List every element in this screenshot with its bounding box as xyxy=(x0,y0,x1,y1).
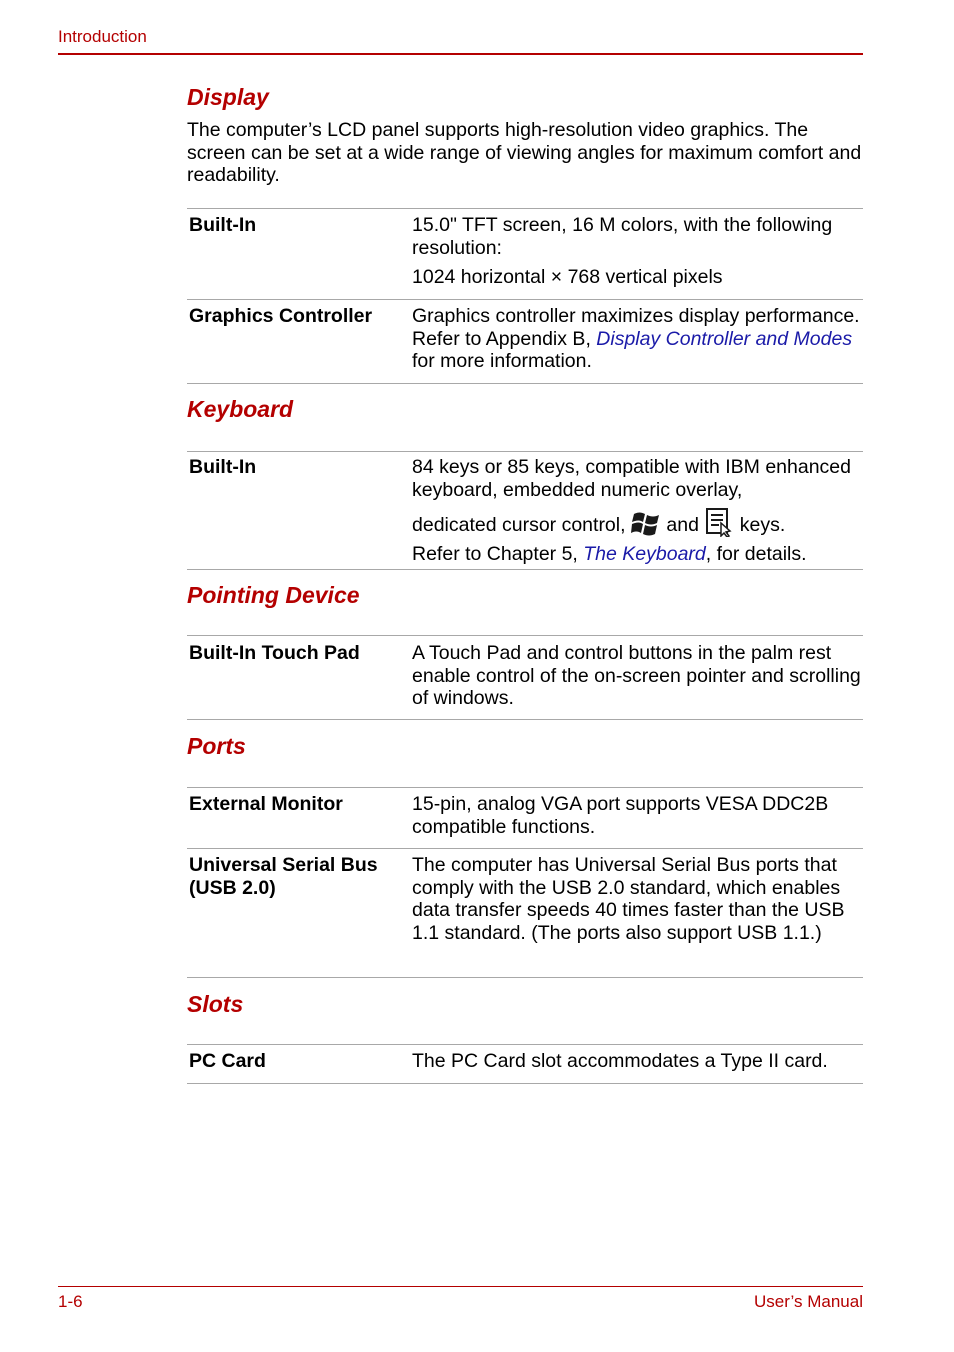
header-rule xyxy=(58,53,863,55)
windows-key-icon xyxy=(631,509,661,543)
table-rule xyxy=(187,299,863,300)
term-keyboard-built-in: Built-In xyxy=(189,456,257,478)
def-display-built-in xyxy=(412,214,863,289)
table-rule xyxy=(187,635,863,636)
section-heading-display: Display xyxy=(187,84,269,110)
table-rule xyxy=(187,977,863,978)
def-line: 1024 horizontal × 768 vertical pixels xyxy=(412,266,723,289)
def-text: and xyxy=(666,514,699,537)
def-line: 84 keys or 85 keys, compatible with IBM enhanced keyboard, embedded numeric overlay, xyxy=(412,456,851,501)
term-usb xyxy=(189,854,404,899)
def-line xyxy=(412,543,863,566)
table-rule xyxy=(187,383,863,384)
page-number: 1-6 xyxy=(58,1292,83,1311)
link-the-keyboard[interactable]: The Keyboard xyxy=(583,542,706,565)
section-heading-slots: Slots xyxy=(187,991,244,1017)
term-external-monitor: External Monitor xyxy=(189,793,343,815)
def-line xyxy=(412,507,863,543)
display-intro: The computer’s LCD panel supports high-resolution video graphics. The screen can be set at a wide range of viewing angles for maximum comfort and readability. xyxy=(187,119,862,187)
def-usb: The computer has Universal Serial Bus ports that comply with the USB 2.0 standard, which enables data transfer speeds 40 times faster than the USB 1.1 standard. (The ports also support USB 1.1.) xyxy=(412,854,845,944)
footer-rule xyxy=(58,1286,863,1287)
term-line: (USB 2.0) xyxy=(189,876,276,899)
table-rule xyxy=(187,569,863,570)
table-rule xyxy=(187,787,863,788)
table-rule xyxy=(187,848,863,849)
def-text: Graphics controller maximizes display performance. Refer to Appendix B, xyxy=(412,305,860,350)
section-heading-pointing-device: Pointing Device xyxy=(187,582,360,608)
def-text: Refer to Chapter 5, xyxy=(412,542,584,565)
def-touch-pad: A Touch Pad and control buttons in the palm rest enable control of the on-screen pointer and scrolling of windows. xyxy=(412,642,861,710)
term-display-built-in: Built-In xyxy=(189,214,257,236)
term-pc-card: PC Card xyxy=(189,1050,266,1072)
term-touch-pad: Built-In Touch Pad xyxy=(189,642,360,664)
def-text: , for details. xyxy=(705,542,807,565)
table-rule xyxy=(187,451,863,452)
link-display-controller-and-modes[interactable]: Display Controller and Modes xyxy=(596,327,853,350)
def-text: for more information. xyxy=(412,350,592,373)
def-external-monitor: 15-pin, analog VGA port supports VESA DDC2B compatible functions. xyxy=(412,793,829,838)
def-text: dedicated cursor control, xyxy=(412,514,626,537)
table-rule xyxy=(187,1044,863,1045)
application-key-icon xyxy=(704,507,734,543)
term-line: Universal Serial Bus xyxy=(189,854,378,876)
def-graphics-controller xyxy=(412,305,863,373)
def-text: keys. xyxy=(739,514,786,537)
section-heading-keyboard: Keyboard xyxy=(187,396,294,422)
def-line: 15.0" TFT screen, 16 M colors, with the following resolution: xyxy=(412,214,833,259)
section-heading-ports: Ports xyxy=(187,733,246,759)
table-rule xyxy=(187,208,863,209)
table-rule xyxy=(187,1083,863,1084)
running-header: Introduction xyxy=(58,27,147,46)
term-graphics-controller: Graphics Controller xyxy=(189,305,373,327)
manual-title: User’s Manual xyxy=(754,1292,863,1311)
table-rule xyxy=(187,719,863,720)
def-keyboard-built-in xyxy=(412,456,863,565)
def-pc-card: The PC Card slot accommodates a Type II card. xyxy=(412,1050,828,1072)
